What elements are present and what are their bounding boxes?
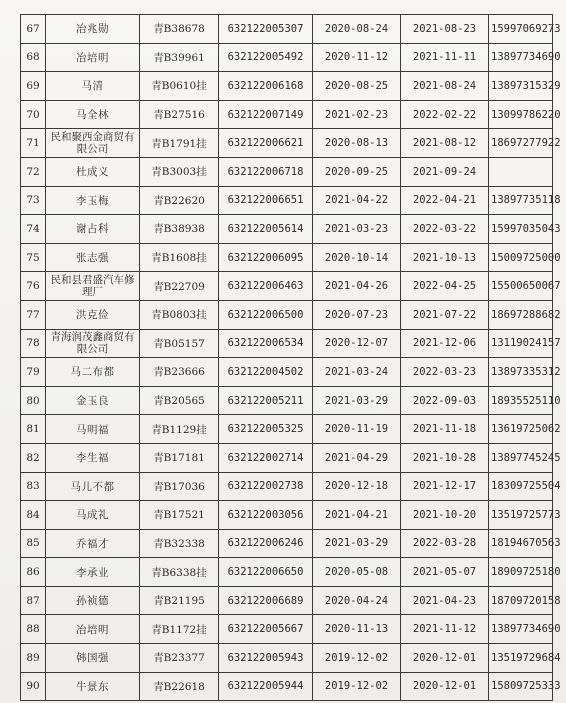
- seq-cell: 69: [21, 72, 46, 101]
- end-date-cell: 2021-08-24: [401, 72, 489, 101]
- name-cell: 冶培明: [46, 615, 140, 644]
- phone-cell: 13619725062: [489, 415, 553, 444]
- end-date-cell: 2022-02-22: [401, 100, 489, 129]
- name-cell: 乔福才: [46, 529, 140, 558]
- table-row: [21, 415, 553, 444]
- end-date-cell: 2021-10-20: [401, 501, 489, 530]
- phone-cell: 15997069273: [489, 15, 553, 44]
- plate-cell: 青B21195: [140, 586, 219, 615]
- phone-cell: 13519725773: [489, 501, 553, 530]
- seq-cell: 76: [21, 272, 46, 301]
- plate-cell: 青B17521: [140, 501, 219, 530]
- table-row: [21, 443, 553, 472]
- name-cell: 李生福: [46, 443, 140, 472]
- plate-cell: 青B1791挂: [140, 129, 219, 158]
- start-date-cell: 2019-12-02: [313, 672, 401, 701]
- seq-cell: 86: [21, 558, 46, 587]
- seq-cell: 74: [21, 215, 46, 244]
- permit-code-cell: 632122006095: [219, 243, 313, 272]
- start-date-cell: 2020-07-23: [313, 300, 401, 329]
- permit-code-cell: 632122005667: [219, 615, 313, 644]
- name-cell: 金玉良: [46, 386, 140, 415]
- start-date-cell: 2021-03-29: [313, 386, 401, 415]
- seq-cell: 77: [21, 300, 46, 329]
- table-row: [21, 644, 553, 673]
- plate-cell: 青B05157: [140, 329, 219, 358]
- seq-cell: 85: [21, 529, 46, 558]
- table-row: [21, 157, 553, 186]
- end-date-cell: 2021-04-23: [401, 586, 489, 615]
- phone-cell: 13897745245: [489, 443, 553, 472]
- name-cell: 马清: [46, 72, 140, 101]
- table-row: [21, 386, 553, 415]
- phone-cell: 13897735118: [489, 186, 553, 215]
- seq-cell: 88: [21, 615, 46, 644]
- seq-cell: 70: [21, 100, 46, 129]
- permit-code-cell: 632122005614: [219, 215, 313, 244]
- name-cell: 马儿不都: [46, 472, 140, 501]
- seq-cell: 75: [21, 243, 46, 272]
- phone-cell: 13119024157: [489, 329, 553, 358]
- permit-code-cell: 632122002738: [219, 472, 313, 501]
- plate-cell: 青B23666: [140, 358, 219, 387]
- table-row: [21, 358, 553, 387]
- permit-code-cell: 632122006650: [219, 558, 313, 587]
- start-date-cell: 2020-12-18: [313, 472, 401, 501]
- phone-cell: 13897335312: [489, 358, 553, 387]
- phone-cell: 18909725180: [489, 558, 553, 587]
- table-row: [21, 329, 553, 358]
- table-row: [21, 300, 553, 329]
- end-date-cell: 2021-12-06: [401, 329, 489, 358]
- plate-cell: 青B27516: [140, 100, 219, 129]
- phone-cell: 13897734690: [489, 615, 553, 644]
- permit-code-cell: 632122003056: [219, 501, 313, 530]
- table-row: [21, 243, 553, 272]
- end-date-cell: 2021-11-12: [401, 615, 489, 644]
- name-cell: 冶兆勋: [46, 15, 140, 44]
- seq-cell: 71: [21, 129, 46, 158]
- start-date-cell: 2021-03-23: [313, 215, 401, 244]
- permit-code-cell: 632122007149: [219, 100, 313, 129]
- table-row: [21, 72, 553, 101]
- start-date-cell: 2020-08-24: [313, 15, 401, 44]
- plate-cell: 青B17181: [140, 443, 219, 472]
- table-row: [21, 215, 553, 244]
- permit-code-cell: 632122004502: [219, 358, 313, 387]
- plate-cell: 青B23377: [140, 644, 219, 673]
- name-cell: 孙祯德: [46, 586, 140, 615]
- phone-cell: 15500650067: [489, 272, 553, 301]
- start-date-cell: 2020-09-25: [313, 157, 401, 186]
- end-date-cell: 2022-03-22: [401, 215, 489, 244]
- table-row: [21, 529, 553, 558]
- seq-cell: 90: [21, 672, 46, 701]
- plate-cell: 青B39961: [140, 43, 219, 72]
- table-row: [21, 15, 553, 44]
- permit-code-cell: 632122006534: [219, 329, 313, 358]
- plate-cell: 青B38678: [140, 15, 219, 44]
- table-row: [21, 558, 553, 587]
- plate-cell: 青B22709: [140, 272, 219, 301]
- name-cell: 马二布都: [46, 358, 140, 387]
- seq-cell: 89: [21, 644, 46, 673]
- permit-code-cell: 632122005492: [219, 43, 313, 72]
- permit-code-cell: 632122005211: [219, 386, 313, 415]
- permit-code-cell: 632122006463: [219, 272, 313, 301]
- end-date-cell: 2022-04-21: [401, 186, 489, 215]
- permit-table: [20, 14, 561, 701]
- seq-cell: 80: [21, 386, 46, 415]
- end-date-cell: 2021-11-11: [401, 43, 489, 72]
- phone-cell: 13897315329: [489, 72, 553, 101]
- table-row: [21, 186, 553, 215]
- end-date-cell: 2021-12-17: [401, 472, 489, 501]
- plate-cell: 青B6338挂: [140, 558, 219, 587]
- plate-cell: 青B0610挂: [140, 72, 219, 101]
- start-date-cell: 2021-04-26: [313, 272, 401, 301]
- start-date-cell: 2021-02-23: [313, 100, 401, 129]
- end-date-cell: 2021-08-12: [401, 129, 489, 158]
- table-row: [21, 615, 553, 644]
- name-cell: 青海润茂鑫商贸有限公司: [46, 329, 140, 358]
- phone-cell: 18697288682: [489, 300, 553, 329]
- phone-cell: 18935525110: [489, 386, 553, 415]
- seq-cell: 67: [21, 15, 46, 44]
- phone-cell: 15009725000: [489, 243, 553, 272]
- permit-code-cell: 632122006500: [219, 300, 313, 329]
- start-date-cell: 2020-08-13: [313, 129, 401, 158]
- phone-cell: [489, 157, 553, 186]
- phone-cell: 18309725504: [489, 472, 553, 501]
- table-row: [21, 472, 553, 501]
- end-date-cell: 2021-07-22: [401, 300, 489, 329]
- table-row: [21, 272, 553, 301]
- plate-cell: 青B0803挂: [140, 300, 219, 329]
- start-date-cell: 2020-11-13: [313, 615, 401, 644]
- end-date-cell: 2021-08-23: [401, 15, 489, 44]
- table-body: [21, 15, 561, 701]
- permit-code-cell: 632122006168: [219, 72, 313, 101]
- permit-code-cell: 632122006621: [219, 129, 313, 158]
- plate-cell: 青B3003挂: [140, 157, 219, 186]
- end-date-cell: 2021-11-18: [401, 415, 489, 444]
- permit-code-cell: 632122005325: [219, 415, 313, 444]
- end-date-cell: 2021-09-24: [401, 157, 489, 186]
- seq-cell: 83: [21, 472, 46, 501]
- plate-cell: 青B1608挂: [140, 243, 219, 272]
- seq-cell: 72: [21, 157, 46, 186]
- table-row: [21, 129, 553, 158]
- start-date-cell: 2020-11-19: [313, 415, 401, 444]
- name-cell: 李承业: [46, 558, 140, 587]
- start-date-cell: 2020-05-08: [313, 558, 401, 587]
- plate-cell: 青B1172挂: [140, 615, 219, 644]
- permit-code-cell: 632122006718: [219, 157, 313, 186]
- phone-cell: 13519729684: [489, 644, 553, 673]
- start-date-cell: 2020-12-07: [313, 329, 401, 358]
- plate-cell: 青B22620: [140, 186, 219, 215]
- phone-cell: 18697277922: [489, 129, 553, 158]
- table-row: [21, 672, 553, 701]
- start-date-cell: 2021-03-24: [313, 358, 401, 387]
- plate-cell: 青B32338: [140, 529, 219, 558]
- seq-cell: 78: [21, 329, 46, 358]
- name-cell: 马全林: [46, 100, 140, 129]
- start-date-cell: 2019-12-02: [313, 644, 401, 673]
- phone-cell: 13099786220: [489, 100, 553, 129]
- start-date-cell: 2020-11-12: [313, 43, 401, 72]
- name-cell: 民和县君盛汽车修理厂: [46, 272, 140, 301]
- end-date-cell: 2021-05-07: [401, 558, 489, 587]
- permit-code-cell: 632122002714: [219, 443, 313, 472]
- seq-cell: 87: [21, 586, 46, 615]
- phone-cell: 13897734690: [489, 43, 553, 72]
- end-date-cell: 2021-10-28: [401, 443, 489, 472]
- end-date-cell: 2020-12-01: [401, 644, 489, 673]
- permit-code-cell: 632122005307: [219, 15, 313, 44]
- table-row: [21, 100, 553, 129]
- name-cell: 张志强: [46, 243, 140, 272]
- start-date-cell: 2021-04-29: [313, 443, 401, 472]
- permit-code-cell: 632122006246: [219, 529, 313, 558]
- end-date-cell: 2021-10-13: [401, 243, 489, 272]
- plate-cell: 青B22618: [140, 672, 219, 701]
- start-date-cell: 2020-04-24: [313, 586, 401, 615]
- name-cell: 杜成义: [46, 157, 140, 186]
- end-date-cell: 2022-03-23: [401, 358, 489, 387]
- name-cell: 韩国强: [46, 644, 140, 673]
- name-cell: 洪克俭: [46, 300, 140, 329]
- name-cell: 牛景东: [46, 672, 140, 701]
- plate-cell: 青B38938: [140, 215, 219, 244]
- permit-code-cell: 632122006689: [219, 586, 313, 615]
- start-date-cell: 2021-04-22: [313, 186, 401, 215]
- table-row: [21, 501, 553, 530]
- seq-cell: 68: [21, 43, 46, 72]
- plate-cell: 青B20565: [140, 386, 219, 415]
- end-date-cell: 2022-09-03: [401, 386, 489, 415]
- name-cell: 民和聚西金商贸有限公司: [46, 129, 140, 158]
- end-date-cell: 2020-12-01: [401, 672, 489, 701]
- permit-code-cell: 632122005943: [219, 644, 313, 673]
- name-cell: 李玉梅: [46, 186, 140, 215]
- phone-cell: 15809725333: [489, 672, 553, 701]
- table-row: [21, 43, 553, 72]
- start-date-cell: 2020-10-14: [313, 243, 401, 272]
- phone-cell: 18709720158: [489, 586, 553, 615]
- end-date-cell: 2022-04-25: [401, 272, 489, 301]
- plate-cell: 青B17036: [140, 472, 219, 501]
- seq-cell: 73: [21, 186, 46, 215]
- seq-cell: 82: [21, 443, 46, 472]
- permit-code-cell: 632122005944: [219, 672, 313, 701]
- name-cell: 谢占科: [46, 215, 140, 244]
- name-cell: 冶培明: [46, 43, 140, 72]
- plate-cell: 青B1129挂: [140, 415, 219, 444]
- start-date-cell: 2020-08-25: [313, 72, 401, 101]
- start-date-cell: 2021-03-29: [313, 529, 401, 558]
- name-cell: 马成礼: [46, 501, 140, 530]
- seq-cell: 84: [21, 501, 46, 530]
- phone-cell: 15997035043: [489, 215, 553, 244]
- permit-code-cell: 632122006651: [219, 186, 313, 215]
- table-row: [21, 586, 553, 615]
- seq-cell: 79: [21, 358, 46, 387]
- start-date-cell: 2021-04-21: [313, 501, 401, 530]
- name-cell: 马明福: [46, 415, 140, 444]
- seq-cell: 81: [21, 415, 46, 444]
- phone-cell: 18194670563: [489, 529, 553, 558]
- end-date-cell: 2022-03-28: [401, 529, 489, 558]
